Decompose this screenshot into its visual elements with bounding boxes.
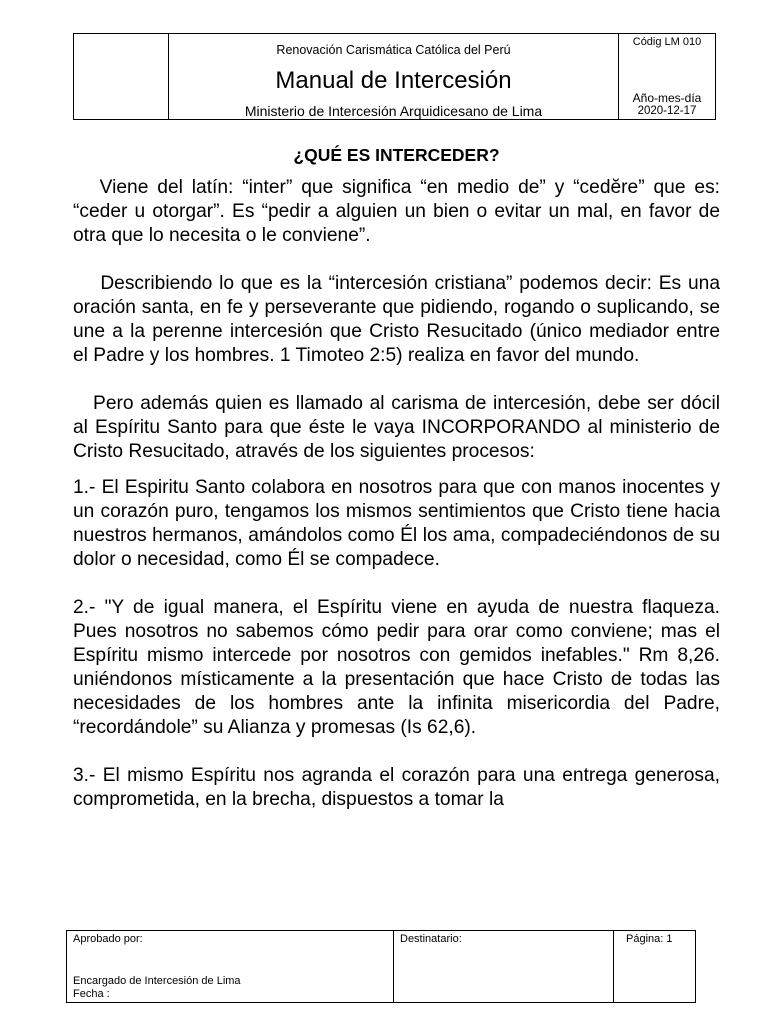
paragraph-calling: Pero además quien es llamado al carisma de intercesión, debe ser dócil al Espíritu Santo para que éste le vaya INCORPORANDO al ministerio de Cristo Resucitado, através de los siguientes procesos: xyxy=(73,393,726,462)
approval-cell xyxy=(67,931,394,1002)
approved-label: Aprobado por: xyxy=(73,933,143,945)
document-title: Manual de Intercesión xyxy=(275,67,512,94)
document-body xyxy=(73,142,726,812)
list-item-2: 2.- "Y de igual manera, el Espíritu viene en ayuda de nuestra flaqueza. Pues nosotros no sabemos cómo pedir para orar como conviene; mas el Espíritu mismo intercede por nosotros con gemidos inefables." Rm 8,26. uniéndonos místicamente a la presentación que hace Cristo de todas las necesidades de los hombres ante la infinita misericordia del Padre, “recordándole” su Alianza y promesas (Is 62,6). xyxy=(73,597,720,738)
date-label: Fecha : xyxy=(73,988,110,1000)
ministry-name: Ministerio de Intercesión Arquidicesano de Lima xyxy=(244,103,543,119)
page-cell xyxy=(614,931,695,1002)
page-number: Página: 1 xyxy=(626,933,673,945)
document-date: 2020-12-17 xyxy=(637,105,697,117)
document-code: Códig LM 010 xyxy=(632,36,702,48)
date-format-label: Año-mes-día xyxy=(632,91,702,105)
organization-name: Renovación Carismática Católica del Perú xyxy=(276,43,511,57)
document-footer xyxy=(66,930,696,1003)
paragraph-definition: Viene del latín: “inter” que significa “en medio de” y “cedĕre” que es: “ceder u otorgar”. Es “pedir a alguien un bien o evitar un mal, en favor de otra que lo necesita o le conviene”. xyxy=(73,177,726,246)
logo-cell xyxy=(74,34,169,119)
paragraph-christian-intercession: Describiendo lo que es la “intercesión cristiana” podemos decir: Es una oración santa, en fe y perseverante que pidiendo, rogando o suplicando, se une a la perenne intercesión que Cristo Resucitado (único mediador entre el Padre y los hombres. 1 Timoteo 2:5) realiza en favor del mundo. xyxy=(73,273,726,366)
header-meta-cell xyxy=(619,34,715,119)
recipient-cell xyxy=(394,931,614,1002)
list-item-1: 1.- El Espiritu Santo colabora en nosotros para que con manos inocentes y un corazón puro, tengamos los mismos sentimientos que Cristo tiene hacia nuestros hermanos, amándolos como Él los ama, compadeciéndonos de su dolor o necesidad, como Él se compadece. xyxy=(73,477,720,570)
list-item-3: 3.- El mismo Espíritu nos agranda el corazón para una entrega generosa, comprometida, en la brecha, dispuestos a tomar la xyxy=(73,765,720,810)
recipient-label: Destinatario: xyxy=(400,933,462,945)
section-heading: ¿QUÉ ES INTERCEDER? xyxy=(293,145,500,165)
header-title-cell xyxy=(169,34,619,119)
document-header xyxy=(73,33,716,120)
approved-by: Encargado de Intercesión de Lima xyxy=(73,975,241,987)
